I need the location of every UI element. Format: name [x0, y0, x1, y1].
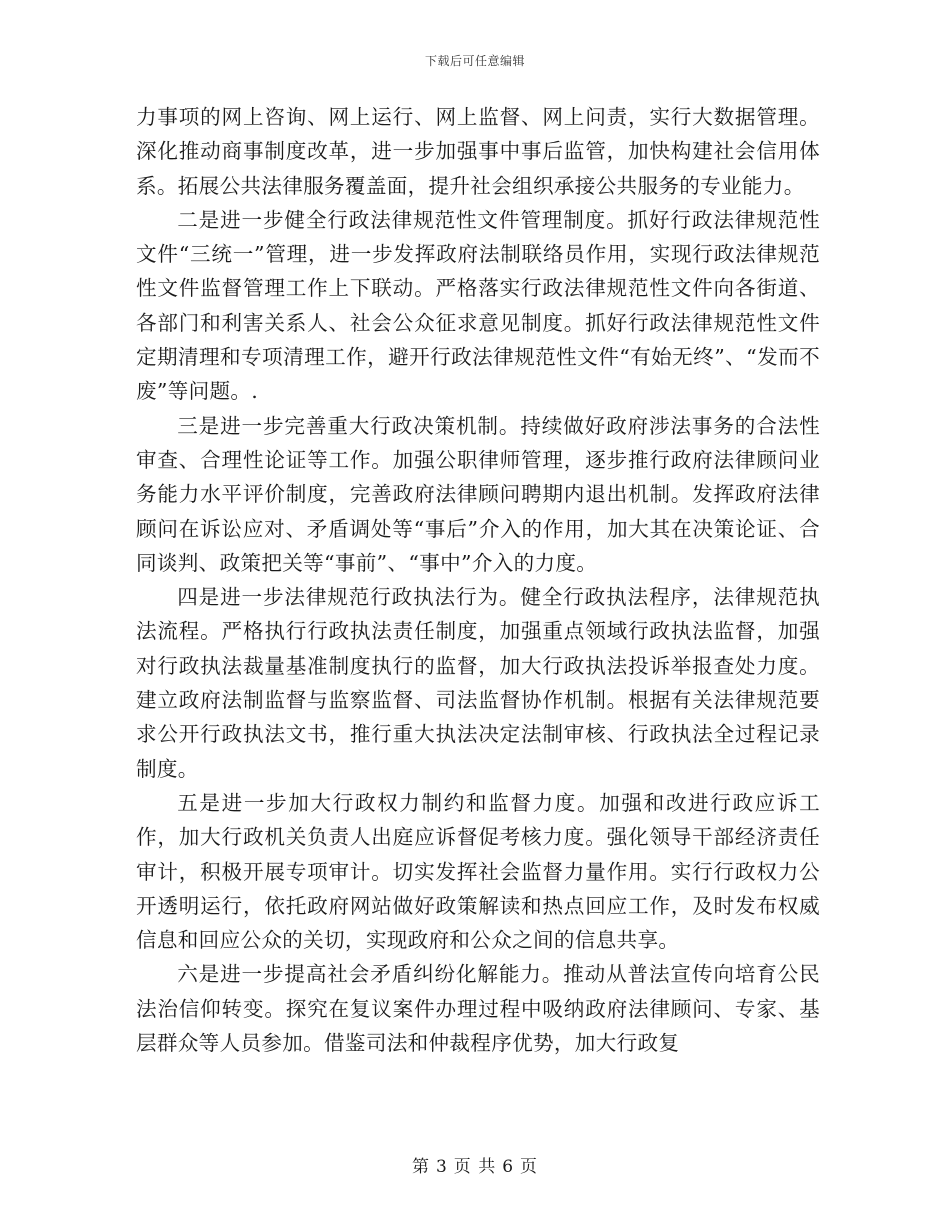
paragraph-point-2: 二是进一步健全行政法律规范性文件管理制度。抓好行政法律规范性文件“三统一”管理，进一步发挥政府法制联络员作用，实现行政法律规范性文件监督管理工作上下联动。严格落实行政法律规范性文件向各街道、各部门和利害关系人、社会公众征求意见制度。抓好行政法律规范性文件定期清理和专项清理工作，避开行政法律规范性文件“有始无终”、“发而不废”等问题。.	[136, 207, 820, 404]
paragraph-point-3: 三是进一步完善重大行政决策机制。持续做好政府涉法事务的合法性审查、合理性论证等工作。加强公职律师管理，逐步推行政府法律顾问业务能力水平评价制度，完善政府法律顾问聘期内退出机制。发挥政府法律顾问在诉讼应对、矛盾调处等“事后”介入的作用，加大其在决策论证、合同谈判、政策把关等“事前”、“事中”介入的力度。	[136, 413, 820, 575]
paragraph-point-4: 四是进一步法律规范行政执法行为。健全行政执法程序，法律规范执法流程。严格执行行政执法责任制度，加强重点领域行政执法监督，加强对行政执法裁量基准制度执行的监督，加大行政执法投诉举报查处力度。建立政府法制监督与监察监督、司法监督协作机制。根据有关法律规范要求公开行政执法文书，推行重大执法决定法制审核、行政执法全过程记录制度。	[136, 585, 820, 781]
footer-prefix: 第	[411, 1157, 430, 1177]
footer-suffix: 页	[520, 1157, 539, 1177]
footer-total-pages: 6	[502, 1157, 515, 1177]
paragraph-point-5: 五是进一步加大行政权力制约和监督力度。加强和改进行政应诉工作，加大行政机关负责人出庭应诉督促考核力度。强化领导干部经济责任审计，积极开展专项审计。切实发挥社会监督力量作用。实行行政权力公开透明运行，依托政府网站做好政策解读和热点回应工作，及时发布权威信息和回应公众的关切，实现政府和公众之间的信息共享。	[136, 790, 820, 953]
paragraph-continuation: 力事项的网上咨询、网上运行、网上监督、网上问责，实行大数据管理。深化推动商事制度改革，进一步加强事中事后监管，加快构建社会信用体系。拓展公共法律服务覆盖面，提升社会组织承接公共服务的专业能力。	[136, 105, 820, 198]
paragraph-point-6: 六是进一步提高社会矛盾纠纷化解能力。推动从普法宣传向培育公民法治信仰转变。探究在复议案件办理过程中吸纳政府法律顾问、专家、基层群众等人员参加。借鉴司法和仲裁程序优势，加大行政复	[136, 962, 820, 1056]
footer-middle: 页 共	[453, 1157, 497, 1177]
page-footer	[0, 1152, 950, 1177]
page-header: 下载后可任意编辑	[424, 54, 525, 68]
footer-page-number: 3	[435, 1157, 448, 1177]
body-text	[136, 100, 820, 1060]
